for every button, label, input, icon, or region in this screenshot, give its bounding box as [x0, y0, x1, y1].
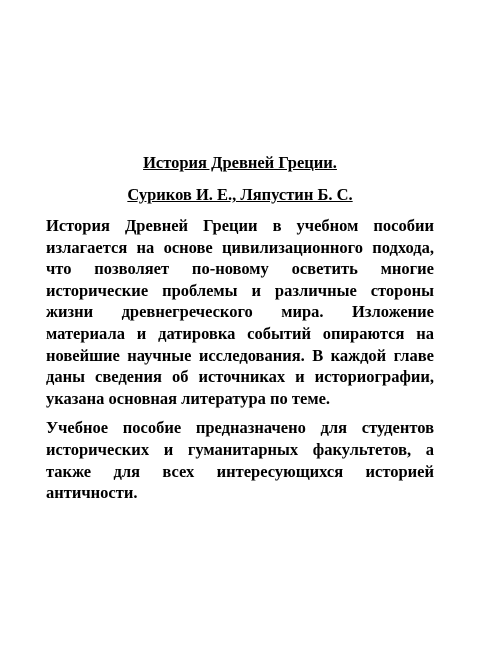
audience-paragraph: Учебное пособие предназначено для студентов исторических и гуманитарных факультетов, а также для всех интересующихся историей античности.	[46, 418, 434, 503]
description-paragraph: История Древней Греции в учебном пособии излагается на основе цивилизационного подхода, что позволяет по-новому осветить многие исторические проблемы и различные стороны жизни древнегреческого мира. Изложение материала и датировка событий опираются на новейшие научные исследования. В каждой главе даны сведения об источниках и историографии, указана основная литература по теме.	[46, 216, 434, 408]
document-authors: Суриков И. Е., Ляпустин Б. С.	[127, 185, 353, 204]
document-page	[46, 152, 434, 504]
document-title: История Древней Греции.	[143, 153, 337, 172]
